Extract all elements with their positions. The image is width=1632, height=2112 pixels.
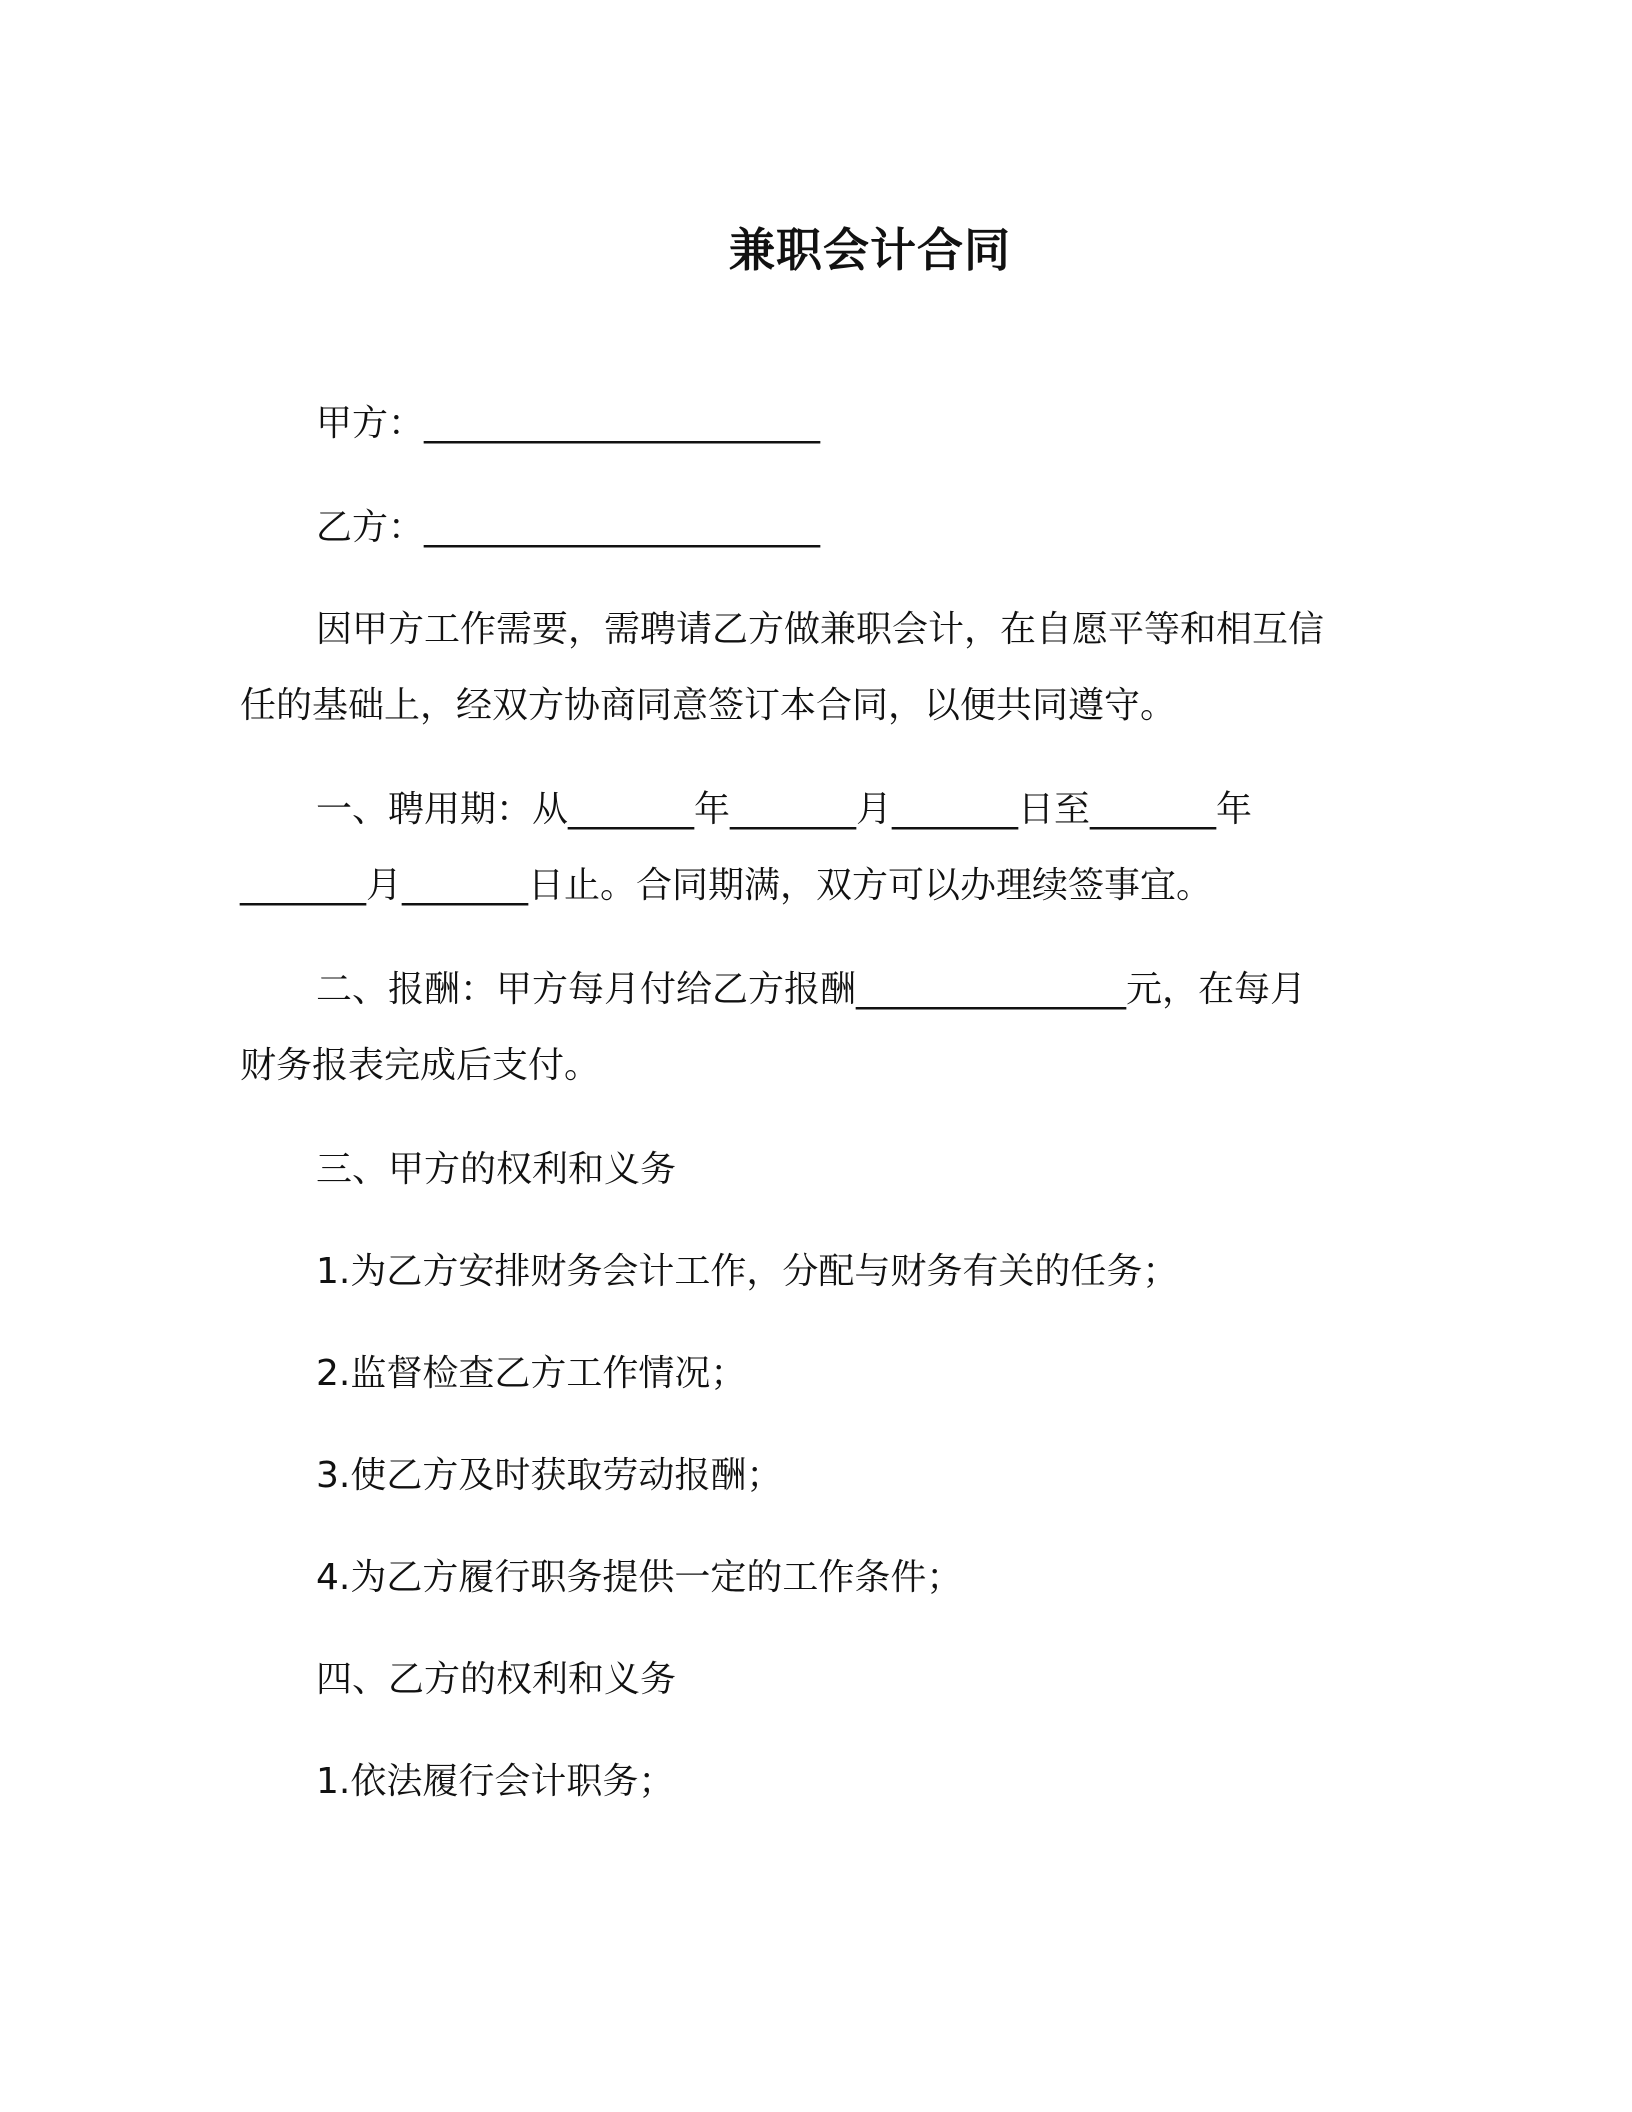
pay-line-2: 财务报表完成后支付。 (240, 1045, 601, 1086)
party-a-line: 甲方：______________________ (316, 403, 821, 444)
preamble-line-1: 因甲方工作需要，需聘请乙方做兼职会计，在自愿平等和相互信 (316, 609, 1325, 650)
section-4-heading: 四、乙方的权利和义务 (316, 1659, 677, 1700)
pay-line-1: 二、报酬：甲方每月付给乙方报酬_______________元，在每月 (316, 969, 1307, 1010)
section-3-item-2: 2.监督检查乙方工作情况； (316, 1353, 747, 1394)
section-3-item-4: 4.为乙方履行职务提供一定的工作条件； (316, 1557, 963, 1598)
preamble-line-2: 任的基础上，经双方协商同意签订本合同，以便共同遵守。 (240, 685, 1177, 726)
party-b-line: 乙方：______________________ (316, 507, 821, 548)
term-line-1: 一、聘用期：从_______年_______月_______日至_______年 (316, 789, 1253, 830)
term-line-2: _______月_______日止。合同期满，双方可以办理续签事宜。 (240, 865, 1213, 906)
section-3-heading: 三、甲方的权利和义务 (316, 1149, 677, 1190)
section-3-item-3: 3.使乙方及时获取劳动报酬； (316, 1455, 783, 1496)
section-4-item-1: 1.依法履行会计职务； (316, 1761, 675, 1802)
section-3-item-1: 1.为乙方安排财务会计工作，分配与财务有关的任务； (316, 1251, 1179, 1292)
document-title: 兼职会计合同 (729, 223, 1011, 277)
